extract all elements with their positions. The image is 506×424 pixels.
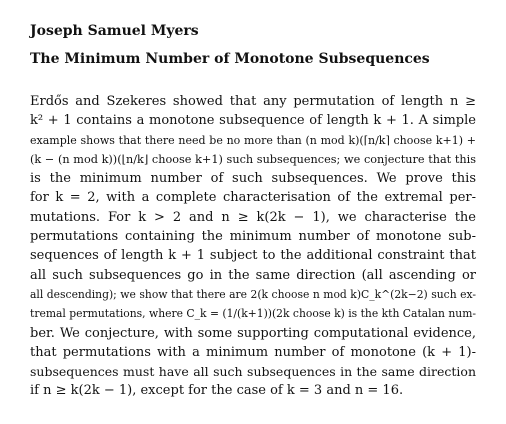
abstract-line: tremal permutations, where C_k = (1/(k+1))(2k choose k) is the kth Catalan num- — [30, 307, 477, 321]
abstract-line: that permutations with a minimum number of monotone (k + 1)- — [30, 344, 476, 360]
abstract — [30, 92, 476, 401]
abstract-line: all such subsequences go in the same direction (all ascending or — [30, 267, 476, 283]
abstract-line: if n ≥ k(2k − 1), except for the case of k = 3 and n = 16. — [30, 383, 404, 399]
abstract-line: for k = 2, with a complete characterisation of the extremal per- — [30, 190, 476, 206]
abstract-line: sequences of length k + 1 subject to the additional constraint that — [30, 248, 476, 264]
abstract-line: example shows that there need be no more than (n mod k)(⌈n/k⌉ choose k+1) + — [30, 133, 476, 147]
abstract-line: permutations containing the minimum number of monotone sub- — [30, 229, 476, 245]
abstract-line: subsequences must have all such subsequences in the same direction — [30, 364, 476, 380]
abstract-line: is the minimum number of such subsequences. We prove this — [30, 171, 476, 187]
abstract-line: mutations. For k > 2 and n ≥ k(2k − 1), we characterise the — [30, 209, 476, 225]
abstract-line: (k − (n mod k))(⌊n/k⌋ choose k+1) such subsequences; we conjecture that this — [30, 152, 476, 166]
paper-title: The Minimum Number of Monotone Subsequences — [30, 51, 430, 67]
abstract-line: ber. We conjecture, with some supporting computational evidence, — [30, 325, 476, 341]
abstract-line: Erdős and Szekeres showed that any permutation of length n ≥ — [30, 94, 476, 109]
abstract-line: k² + 1 contains a monotone subsequence of length k + 1. A simple — [30, 113, 476, 129]
abstract-line: all descending); we show that there are 2(k choose n mod k)C_k^(2k−2) such ex- — [30, 287, 476, 301]
author-name: Joseph Samuel Myers — [30, 23, 199, 39]
